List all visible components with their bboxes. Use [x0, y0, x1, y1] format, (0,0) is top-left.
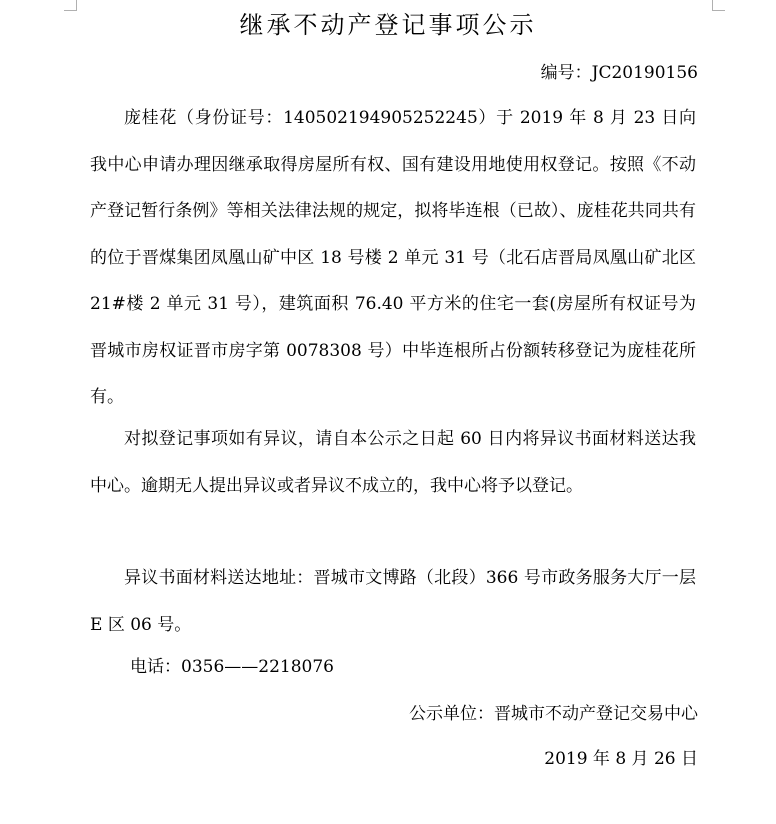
issuing-organization: 公示单位：晋城市不动产登记交易中心 — [409, 704, 698, 724]
paragraph-address: 异议书面材料送达地址：晋城市文博路（北段）366 号市政务服务大厅一层 E 区 06 号。 — [90, 568, 696, 635]
serial-number: 编号：JC20190156 — [540, 63, 698, 83]
phone-number: 电话：0356——2218076 — [130, 657, 334, 677]
issue-date: 2019 年 8 月 26 日 — [544, 749, 698, 769]
document-title: 继承不动产登记事项公示 — [239, 11, 537, 39]
paragraph-objection: 对拟登记事项如有异议，请自本公示之日起 60 日内将异议书面材料送达我中心。逾期无人提出异议或者异议不成立的，我中心将予以登记。 — [90, 429, 696, 496]
paragraph-application: 庞桂花（身份证号：140502194905252245）于 2019 年 8 月 23 日向我中心申请办理因继承取得房屋所有权、国有建设用地使用权登记。按照《不动产登记暂行条例》等相关法律法规的规定，拟将毕连根（已故）、庞桂花共同共有的位于晋煤集团凤凰山矿中区 18 号楼 2 单元 31 号（北石店晋局凤凰山矿北区 21#楼 2 单元 31 号），建筑面积 76.40 平方米的住宅一套(房屋所有权证号为晋城市房权证晋市房字第 0078308 号）中毕连根所占份额转移登记为庞桂花所有。 — [90, 108, 696, 407]
